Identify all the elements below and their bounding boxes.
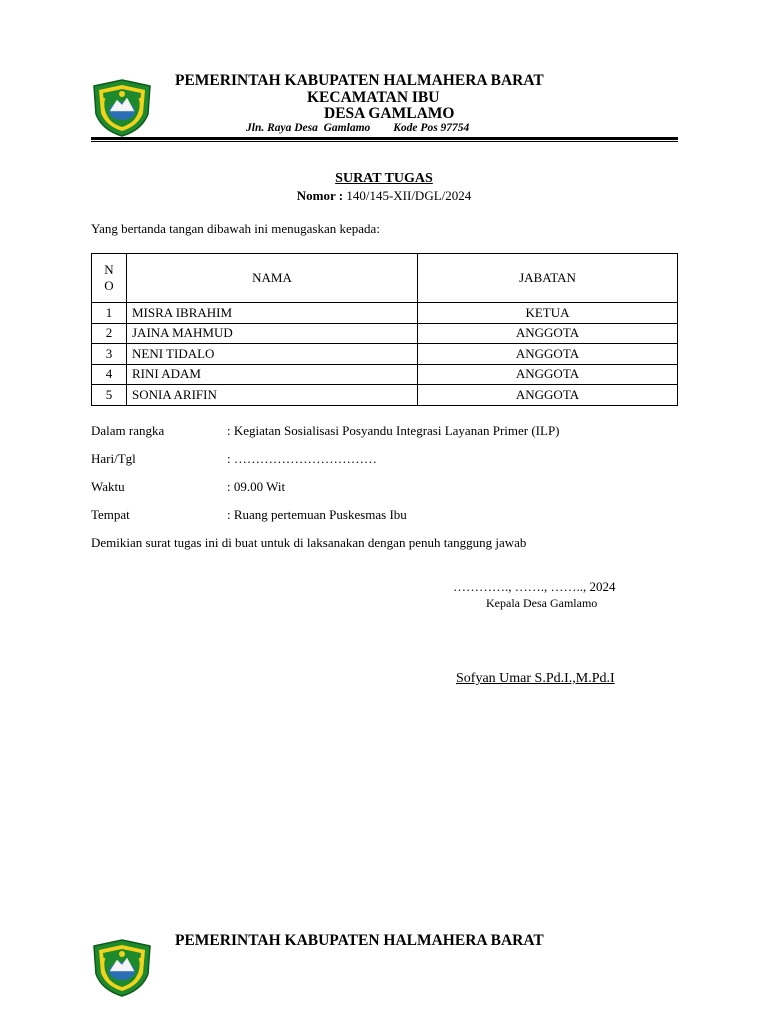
signature-name: Sofyan Umar S.Pd.I.,M.Pd.I <box>456 671 615 686</box>
letterhead-divider-thin <box>91 141 678 142</box>
detail-value: : 09.00 Wit <box>227 479 286 494</box>
letterhead-village: DESA GAMLAMO <box>324 105 455 122</box>
row-jabatan: ANGGOTA <box>418 344 678 365</box>
table-row <box>92 364 678 385</box>
row-jabatan: ANGGOTA <box>418 364 678 385</box>
detail-date <box>91 451 377 467</box>
letter-number-value: 140/145-XII/DGL/2024 <box>343 188 472 203</box>
detail-value: : …………………………… <box>227 451 377 466</box>
detail-label: Tempat <box>91 507 130 522</box>
row-nama: JAINA MAHMUD <box>127 323 418 344</box>
row-no: 4 <box>92 364 127 385</box>
next-page-letterhead-regency: PEMERINTAH KABUPATEN HALMAHERA BARAT <box>175 932 544 949</box>
detail-time <box>91 479 285 495</box>
header-jabatan: JABATAN <box>418 254 678 303</box>
table-row <box>92 344 678 365</box>
table-header-row <box>92 254 678 303</box>
regency-emblem-icon <box>90 78 154 138</box>
signature-date: …………., ……., …….., 2024 <box>453 579 616 594</box>
detail-label: Hari/Tgl <box>91 451 136 466</box>
header-nama: NAMA <box>127 254 418 303</box>
row-jabatan: ANGGOTA <box>418 385 678 406</box>
detail-label: Dalam rangka <box>91 423 165 438</box>
row-jabatan: KETUA <box>418 303 678 324</box>
table-row <box>92 303 678 324</box>
letter-number-label: Nomor : <box>296 188 344 203</box>
detail-purpose <box>91 423 560 439</box>
header-no <box>92 254 127 303</box>
row-nama: NENI TIDALO <box>127 344 418 365</box>
row-no: 1 <box>92 303 127 324</box>
detail-value: : Kegiatan Sosialisasi Posyandu Integrasi Layanan Primer (ILP) <box>227 423 560 438</box>
row-no: 2 <box>92 323 127 344</box>
closing-statement: Demikian surat tugas ini di buat untuk di laksanakan dengan penuh tanggung jawab <box>91 535 527 550</box>
assignment-table <box>91 253 678 406</box>
row-no: 5 <box>92 385 127 406</box>
row-nama: MISRA IBRAHIM <box>127 303 418 324</box>
detail-value: : Ruang pertemuan Puskesmas Ibu <box>227 507 407 522</box>
letterhead-address: Jln. Raya Desa Gamlamo Kode Pos 97754 <box>246 122 470 134</box>
letter-number <box>0 188 768 204</box>
letterhead-regency: PEMERINTAH KABUPATEN HALMAHERA BARAT <box>175 72 544 89</box>
header-no-part2: O <box>104 278 114 293</box>
signature-title: Kepala Desa Gamlamo <box>486 596 598 610</box>
regency-emblem-icon <box>90 938 154 998</box>
detail-label: Waktu <box>91 479 125 494</box>
row-jabatan: ANGGOTA <box>418 323 678 344</box>
letter-intro: Yang bertanda tangan dibawah ini menugaskan kepada: <box>91 221 380 236</box>
letter-title: SURAT TUGAS <box>335 171 433 186</box>
row-nama: RINI ADAM <box>127 364 418 385</box>
detail-place <box>91 507 407 523</box>
table-row <box>92 385 678 406</box>
row-nama: SONIA ARIFIN <box>127 385 418 406</box>
row-no: 3 <box>92 344 127 365</box>
letterhead-district: KECAMATAN IBU <box>307 89 440 106</box>
letterhead-divider <box>91 137 678 140</box>
header-no-part1: N <box>104 262 114 277</box>
table-row <box>92 323 678 344</box>
